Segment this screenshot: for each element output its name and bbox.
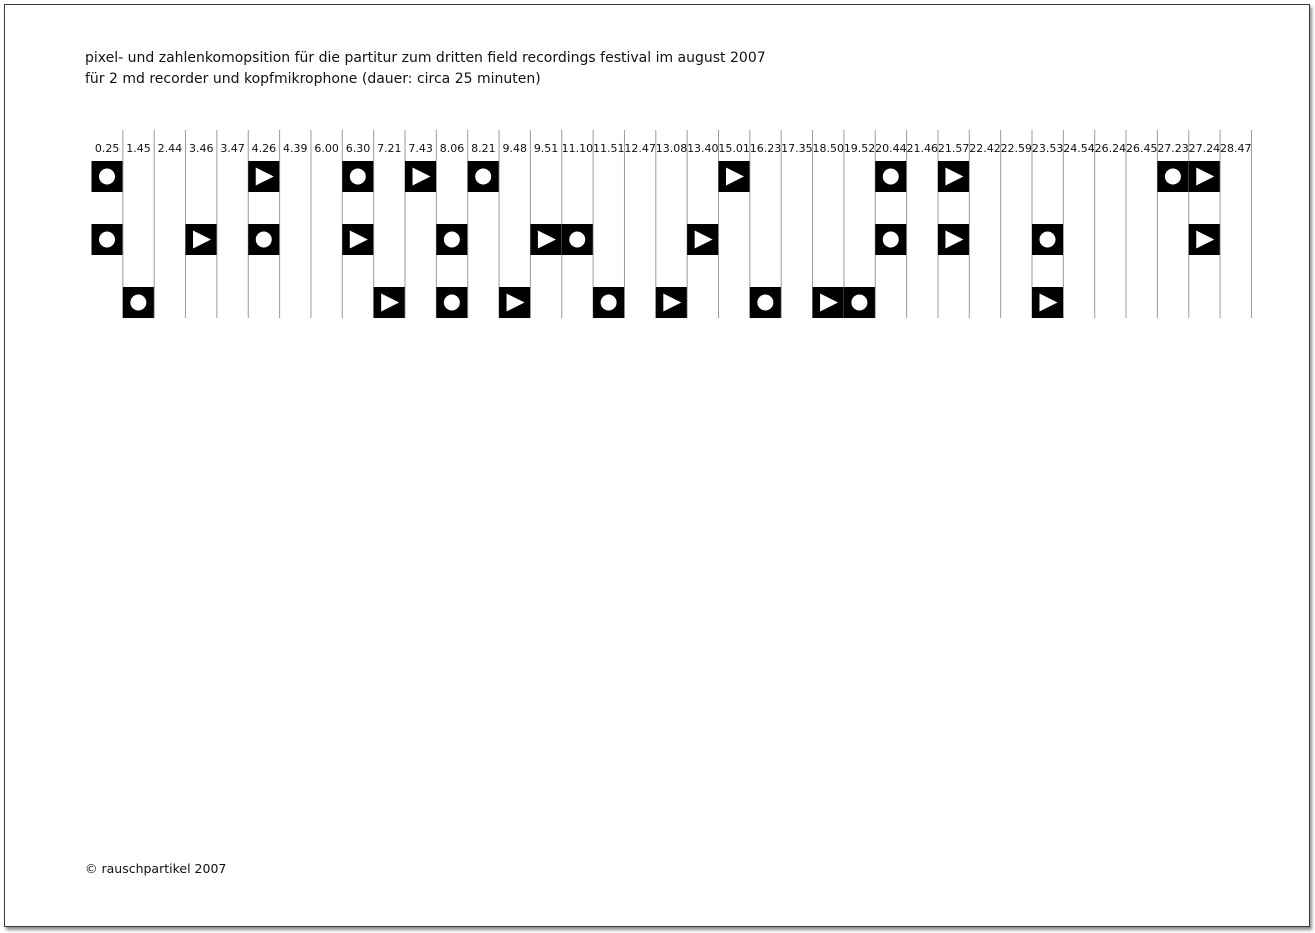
time-label: 13.40 — [687, 142, 719, 155]
time-label: 2.44 — [157, 142, 183, 155]
time-label: 24.54 — [1063, 142, 1095, 155]
record-icon — [883, 169, 899, 185]
record-icon — [130, 295, 146, 311]
record-icon — [883, 232, 899, 248]
time-label: 27.24 — [1188, 142, 1221, 155]
time-label: 8.21 — [471, 142, 496, 155]
time-label: 21.46 — [906, 142, 939, 155]
time-label: 26.45 — [1125, 142, 1158, 155]
time-label: 6.00 — [314, 142, 339, 155]
time-label: 11.10 — [561, 142, 594, 155]
time-label: 7.43 — [408, 142, 433, 155]
copyright-notice: © rauschpartikel 2007 — [85, 861, 227, 876]
time-label: 18.50 — [812, 142, 844, 155]
time-label: 11.51 — [593, 142, 625, 155]
time-label: 28.47 — [1220, 142, 1252, 155]
time-label: 6.30 — [345, 142, 371, 155]
time-label: 3.47 — [220, 142, 245, 155]
record-icon — [350, 169, 366, 185]
record-icon — [475, 169, 491, 185]
time-label: 12.47 — [624, 142, 656, 155]
time-label: 27.23 — [1157, 142, 1189, 155]
time-label: 4.26 — [251, 142, 277, 155]
time-label: 9.48 — [502, 142, 527, 155]
time-label: 17.35 — [781, 142, 813, 155]
time-label: 13.08 — [655, 142, 688, 155]
time-label: 23.53 — [1031, 142, 1064, 155]
title-line-1: pixel- und zahlenkomopsition für die partitur zum dritten field recordings festival im august 2007 — [85, 50, 766, 66]
record-icon — [1165, 169, 1181, 185]
record-icon — [99, 169, 115, 185]
time-label: 19.52 — [843, 142, 876, 155]
time-label: 8.06 — [439, 142, 465, 155]
time-label: 20.44 — [875, 142, 907, 155]
time-label: 7.21 — [377, 142, 402, 155]
time-label: 26.24 — [1094, 142, 1127, 155]
time-label: 0.25 — [94, 142, 120, 155]
record-icon — [601, 295, 617, 311]
record-icon — [444, 232, 460, 248]
title-line-2: für 2 md recorder und kopfmikrophone (dauer: circa 25 minuten) — [85, 71, 541, 87]
time-label: 16.23 — [749, 142, 782, 155]
time-label: 9.51 — [533, 142, 559, 155]
time-label: 1.45 — [126, 142, 151, 155]
record-icon — [256, 232, 272, 248]
time-label: 22.59 — [1000, 142, 1033, 155]
record-icon — [569, 232, 585, 248]
record-icon — [444, 295, 460, 311]
time-label: 3.46 — [188, 142, 214, 155]
time-label: 21.57 — [937, 142, 970, 155]
record-icon — [1040, 232, 1056, 248]
time-label: 4.39 — [283, 142, 308, 155]
record-icon — [757, 295, 773, 311]
time-label: 15.01 — [718, 142, 750, 155]
time-label: 22.42 — [969, 142, 1001, 155]
record-icon — [99, 232, 115, 248]
record-icon — [851, 295, 867, 311]
